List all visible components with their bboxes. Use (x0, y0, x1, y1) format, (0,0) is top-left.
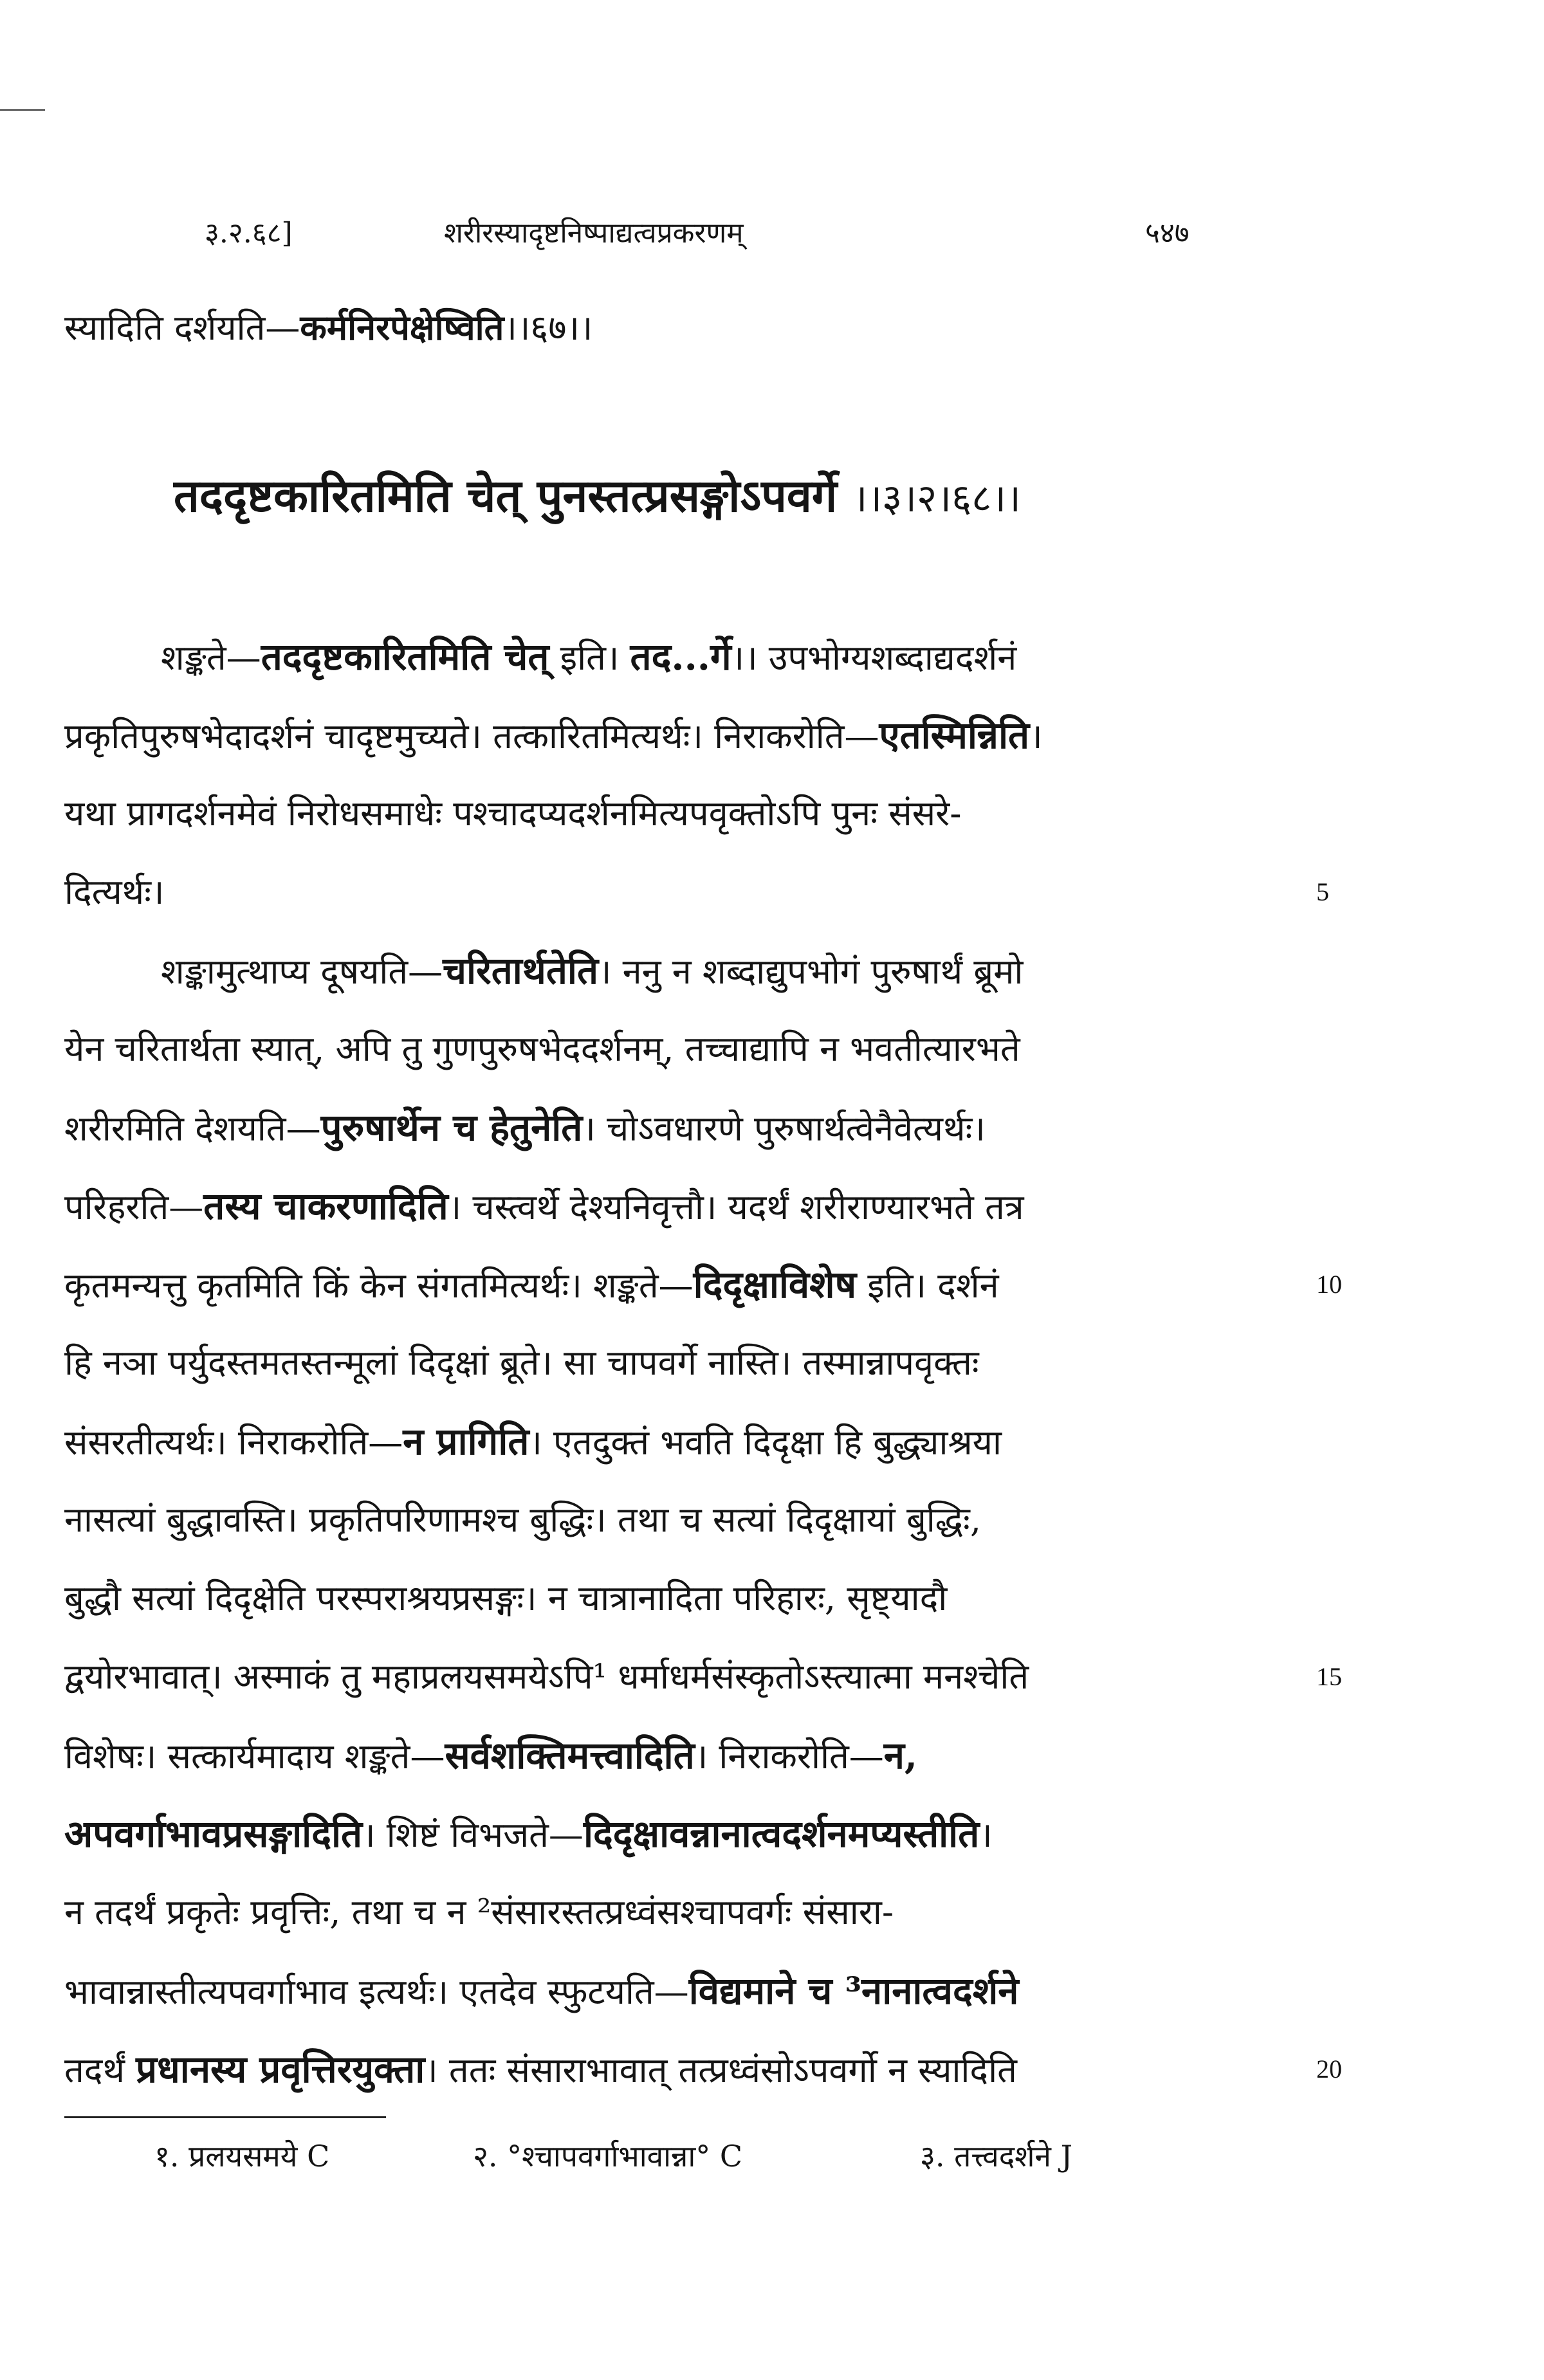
text-segment: विशेषः। सत्कार्यमादाय शङ्कते— (64, 1736, 445, 1777)
text-segment: येन चरितार्थता स्यात्, अपि तु गुणपुरुषभेददर्शनम्, तच्चाद्यापि न भवतीत्यारभते (64, 1029, 1020, 1069)
bold-segment: दिदृक्षाविशेष (693, 1263, 857, 1306)
scan-edge-mark (0, 109, 45, 111)
text-segment: भावान्नास्तीत्यपवर्गाभाव इत्यर्थः। एतदेव स्फुटयति— (64, 1972, 689, 2012)
text-line (64, 1873, 1267, 1952)
footnote-1: १. प्रलयसमये C (154, 2139, 330, 2174)
text-line (64, 1088, 1267, 1167)
footnote-divider (64, 2116, 386, 2118)
intro-line (64, 302, 593, 350)
running-head (0, 212, 1544, 264)
sutra-heading (174, 463, 1396, 525)
line-number: 20 (1316, 2055, 1342, 2083)
text-segment: बुद्धौ सत्यां दिदृक्षेति परस्पराश्रयप्रसङ्गः। न चात्रानादिता परिहारः, सृष्ट्यादौ (64, 1578, 948, 1618)
bold-segment: न प्रागिति (403, 1420, 529, 1463)
page-number: ५४७ (1145, 217, 1190, 250)
text-segment: यथा प्रागदर्शनमेवं निरोधसमाधेः पश्चादप्यदर्शनमित्यपवृक्तोऽपि पुनः संसरे- (64, 793, 962, 834)
text-line (64, 618, 1267, 696)
text-segment: । ननु न शब्दाद्युपभोगं पुरुषार्थं ब्रूमो (598, 951, 1024, 992)
text-segment: प्रकृतिपुरुषभेदादर्शनं चादृष्टमुच्यते। तत्कारितमित्यर्थः। निराकरोति— (64, 716, 879, 756)
bold-segment: तददृष्टकारितमिति चेत् (261, 635, 549, 679)
bold-segment: अपवर्गाभावप्रसङ्गादिति (64, 1812, 363, 1856)
text-segment: शङ्कते— (161, 637, 261, 678)
text-line (64, 774, 1267, 853)
text-line (64, 1795, 1267, 1873)
bold-segment: दिदृक्षावन्नानात्वदर्शनमप्यस्तीति (583, 1812, 980, 1856)
text-segment: । (1029, 716, 1043, 756)
footnote-3: ३. तत्त्वदर्शने J (920, 2139, 1073, 2174)
text-line (64, 1245, 1342, 1324)
line-number: 5 (1316, 877, 1329, 906)
bold-segment: प्रधानस्य प्रवृत्तिरयुक्ता (136, 2047, 425, 2091)
text-line (64, 1402, 1267, 1481)
text-segment: इति। दर्शनं (856, 1265, 999, 1306)
chapter-title: शरीरस्यादृष्टनिष्पाद्यत्वप्रकरणम् (444, 217, 744, 250)
bold-segment: सर्वशक्तिमत्त्वादिति (445, 1734, 695, 1777)
bold-segment: तस्य चाकरणादिति (203, 1184, 448, 1228)
text-line (64, 1481, 1267, 1559)
text-segment: परिहरति— (64, 1187, 204, 1227)
text-segment: । निराकरोति— (694, 1736, 884, 1777)
text-segment: । चोऽवधारणे पुरुषार्थत्वेनैवेत्यर्थः। (582, 1108, 986, 1149)
bold-segment: तद...र्गे (630, 635, 731, 679)
text-line (64, 1324, 1267, 1402)
intro-end: ।।६७।। (504, 307, 593, 348)
text-segment: नासत्यां बुद्धावस्ति। प्रकृतिपरिणामश्च बुद्धिः। तथा च सत्यां दिदृक्षायां बुद्धिः, (64, 1499, 981, 1540)
text-line (64, 1638, 1342, 1716)
commentary-body (64, 618, 1342, 2109)
text-segment: कृतमन्यत्तु कृतमिति किं केन संगतमित्यर्थः। शङ्कते— (64, 1265, 694, 1306)
sutra-number: ।।३।२।६८।। (852, 476, 1021, 521)
text-line (64, 1559, 1267, 1638)
text-segment: । चस्त्वर्थे देश्यनिवृत्तौ। यदर्थं शरीराण्यारभते तत्र (448, 1187, 1024, 1227)
bold-segment: विद्यमाने च ³नानात्वदर्शने (688, 1969, 1019, 2013)
text-line (64, 1716, 1267, 1795)
bold-segment: न, (883, 1734, 918, 1777)
intro-plain: स्यादिति दर्शयति— (64, 307, 300, 348)
text-segment: दित्यर्थः। (64, 872, 165, 912)
text-segment: तदर्थं (64, 2050, 136, 2091)
section-reference: ३.२.६८] (205, 217, 293, 250)
text-line (64, 1167, 1267, 1245)
sutra-text: तददृष्टकारितमिति चेत् पुनस्तत्प्रसङ्गोऽपवर्गे (174, 469, 838, 522)
text-segment: द्वयोरभावात्। अस्माकं तु महाप्रलयसमयेऽपि¹ धर्माधर्मसंस्कृतोऽस्त्यात्मा मनश्चेति (64, 1656, 1029, 1697)
text-segment: शरीरमिति देशयति— (64, 1108, 321, 1149)
bold-segment: चरितार्थतेति (443, 949, 599, 993)
text-segment: ।। उपभोग्यशब्दाद्यदर्शनं (731, 637, 1017, 678)
line-number: 10 (1316, 1270, 1342, 1299)
text-segment: हि नञा पर्युदस्तमतस्तन्मूलां दिदृक्षां ब्रूते। सा चापवर्गे नास्ति। तस्मान्नापवृक्तः (64, 1342, 979, 1383)
text-segment: न तदर्थं प्रकृतेः प्रवृत्तिः, तथा च न ²संसारस्तत्प्रध्वंसश्चापवर्गः संसारा- (64, 1892, 894, 1932)
text-line (64, 1010, 1267, 1088)
text-line (64, 853, 1329, 931)
intro-bold: कर्मनिरपेक्षेष्विति (300, 307, 504, 348)
text-segment: शङ्कामुत्थाप्य दूषयति— (161, 951, 443, 992)
text-segment: संसरतीत्यर्थः। निराकरोति— (64, 1422, 403, 1463)
bold-segment: पुरुषार्थेन च हेतुनेति (320, 1106, 583, 1149)
text-segment: । एतदुक्तं भवति दिदृक्षा हि बुद्ध्याश्रया (529, 1422, 1002, 1463)
text-line (64, 1952, 1267, 2030)
text-segment: । शिष्टं विभजते— (362, 1815, 584, 1855)
line-number: 15 (1316, 1662, 1342, 1691)
text-segment: इति। (549, 637, 630, 678)
text-line (64, 2030, 1342, 2109)
text-segment: । (979, 1815, 993, 1855)
text-line (64, 931, 1267, 1010)
text-line (64, 696, 1267, 774)
bold-segment: एतस्मिन्निति (879, 713, 1030, 757)
text-segment: । ततः संसाराभावात् तत्प्रध्वंसोऽपवर्गो न स्यादिति (425, 2050, 1017, 2091)
footnote-2: २. °श्चापवर्गाभावान्ना° C (473, 2139, 743, 2174)
